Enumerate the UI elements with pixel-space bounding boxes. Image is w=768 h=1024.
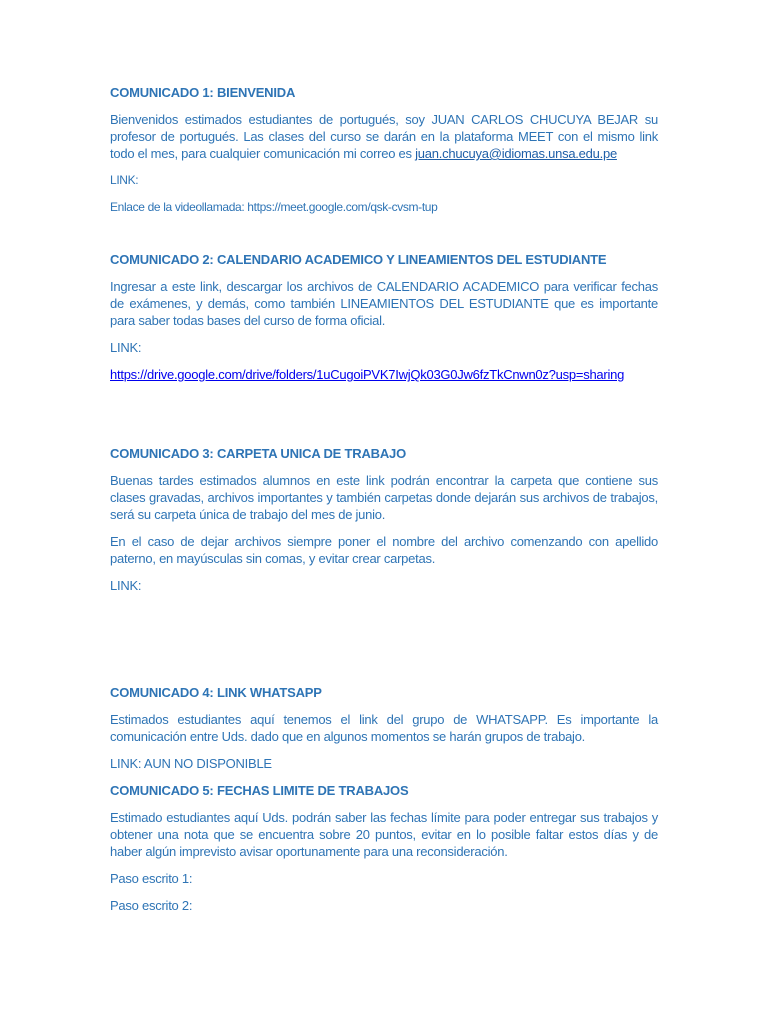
comunicado-1-body-text: Bienvenidos estimados estudiantes de portugués, soy JUAN CARLOS CHUCUYA BEJAR su profesor de portugués. Las clases del curso se darán en la plataforma MEET con el mismo link todo el mes, para cualquier comunicación mi correo es (110, 112, 658, 161)
comunicado-3-link-label: LINK: (110, 578, 142, 593)
comunicado-1-heading: COMUNICADO 1: BIENVENIDA (110, 85, 296, 100)
meet-link-text: Enlace de la videollamada: https://meet.google.com/qsk-cvsm-tup (110, 200, 438, 214)
spacer (110, 604, 658, 684)
comunicado-2-link-label: LINK: (110, 340, 142, 355)
drive-folder-link[interactable]: https://drive.google.com/drive/folders/1uCugoiPVK7IwjQk03G0Jw6fzTkCnwn0z?usp=sharing (110, 367, 625, 382)
comunicado-3-heading: COMUNICADO 3: CARPETA UNICA DE TRABAJO (110, 446, 406, 461)
email-link[interactable]: juan.chucuya@idiomas.unsa.edu.pe (415, 146, 617, 161)
comunicado-3-body-1: Buenas tardes estimados alumnos en este link podrán encontrar la carpeta que contiene sus clases gravadas, archivos importantes y también carpetas donde dejarán sus archivos de trabajos, será su carpeta única de trabajo del mes de junio. (110, 473, 658, 522)
comunicado-5-body: Estimado estudiantes aquí Uds. podrán saber las fechas límite para poder entregar sus trabajos y obtener una nota que se encuentra sobre 20 puntos, evitar en lo posible faltar estos días y de haber algún imprevisto avisar oportunamente para una reconsideración. (110, 810, 658, 859)
comunicado-1-body (110, 111, 658, 162)
comunicado-4-link-label: LINK: AUN NO DISPONIBLE (110, 756, 272, 771)
document-page (110, 84, 658, 924)
comunicado-2-body: Ingresar a este link, descargar los archivos de CALENDARIO ACADEMICO para verificar fechas de exámenes, y demás, como también LINEAMIENTOS DEL ESTUDIANTE que es importante para saber todas bases del curso de forma oficial. (110, 279, 658, 328)
comunicado-3-body-2: En el caso de dejar archivos siempre poner el nombre del archivo comenzando con apellido paterno, en mayúsculas sin comas, y evitar crear carpetas. (110, 534, 658, 566)
spacer (110, 226, 658, 251)
comunicado-4-body: Estimados estudiantes aquí tenemos el link del grupo de WHATSAPP. Es importante la comunicación entre Uds. dado que en algunos momentos se harán grupos de trabajo. (110, 712, 658, 744)
paso-escrito-2: Paso escrito 2: (110, 898, 193, 913)
comunicado-2-heading: COMUNICADO 2: CALENDARIO ACADEMICO Y LINEAMIENTOS DEL ESTUDIANTE (110, 252, 607, 267)
paso-escrito-1: Paso escrito 1: (110, 871, 193, 886)
comunicado-1-link-label: LINK: (110, 173, 139, 187)
comunicado-4-heading: COMUNICADO 4: LINK WHATSAPP (110, 685, 322, 700)
comunicado-5-heading: COMUNICADO 5: FECHAS LIMITE DE TRABAJOS (110, 783, 409, 798)
spacer (110, 393, 658, 445)
